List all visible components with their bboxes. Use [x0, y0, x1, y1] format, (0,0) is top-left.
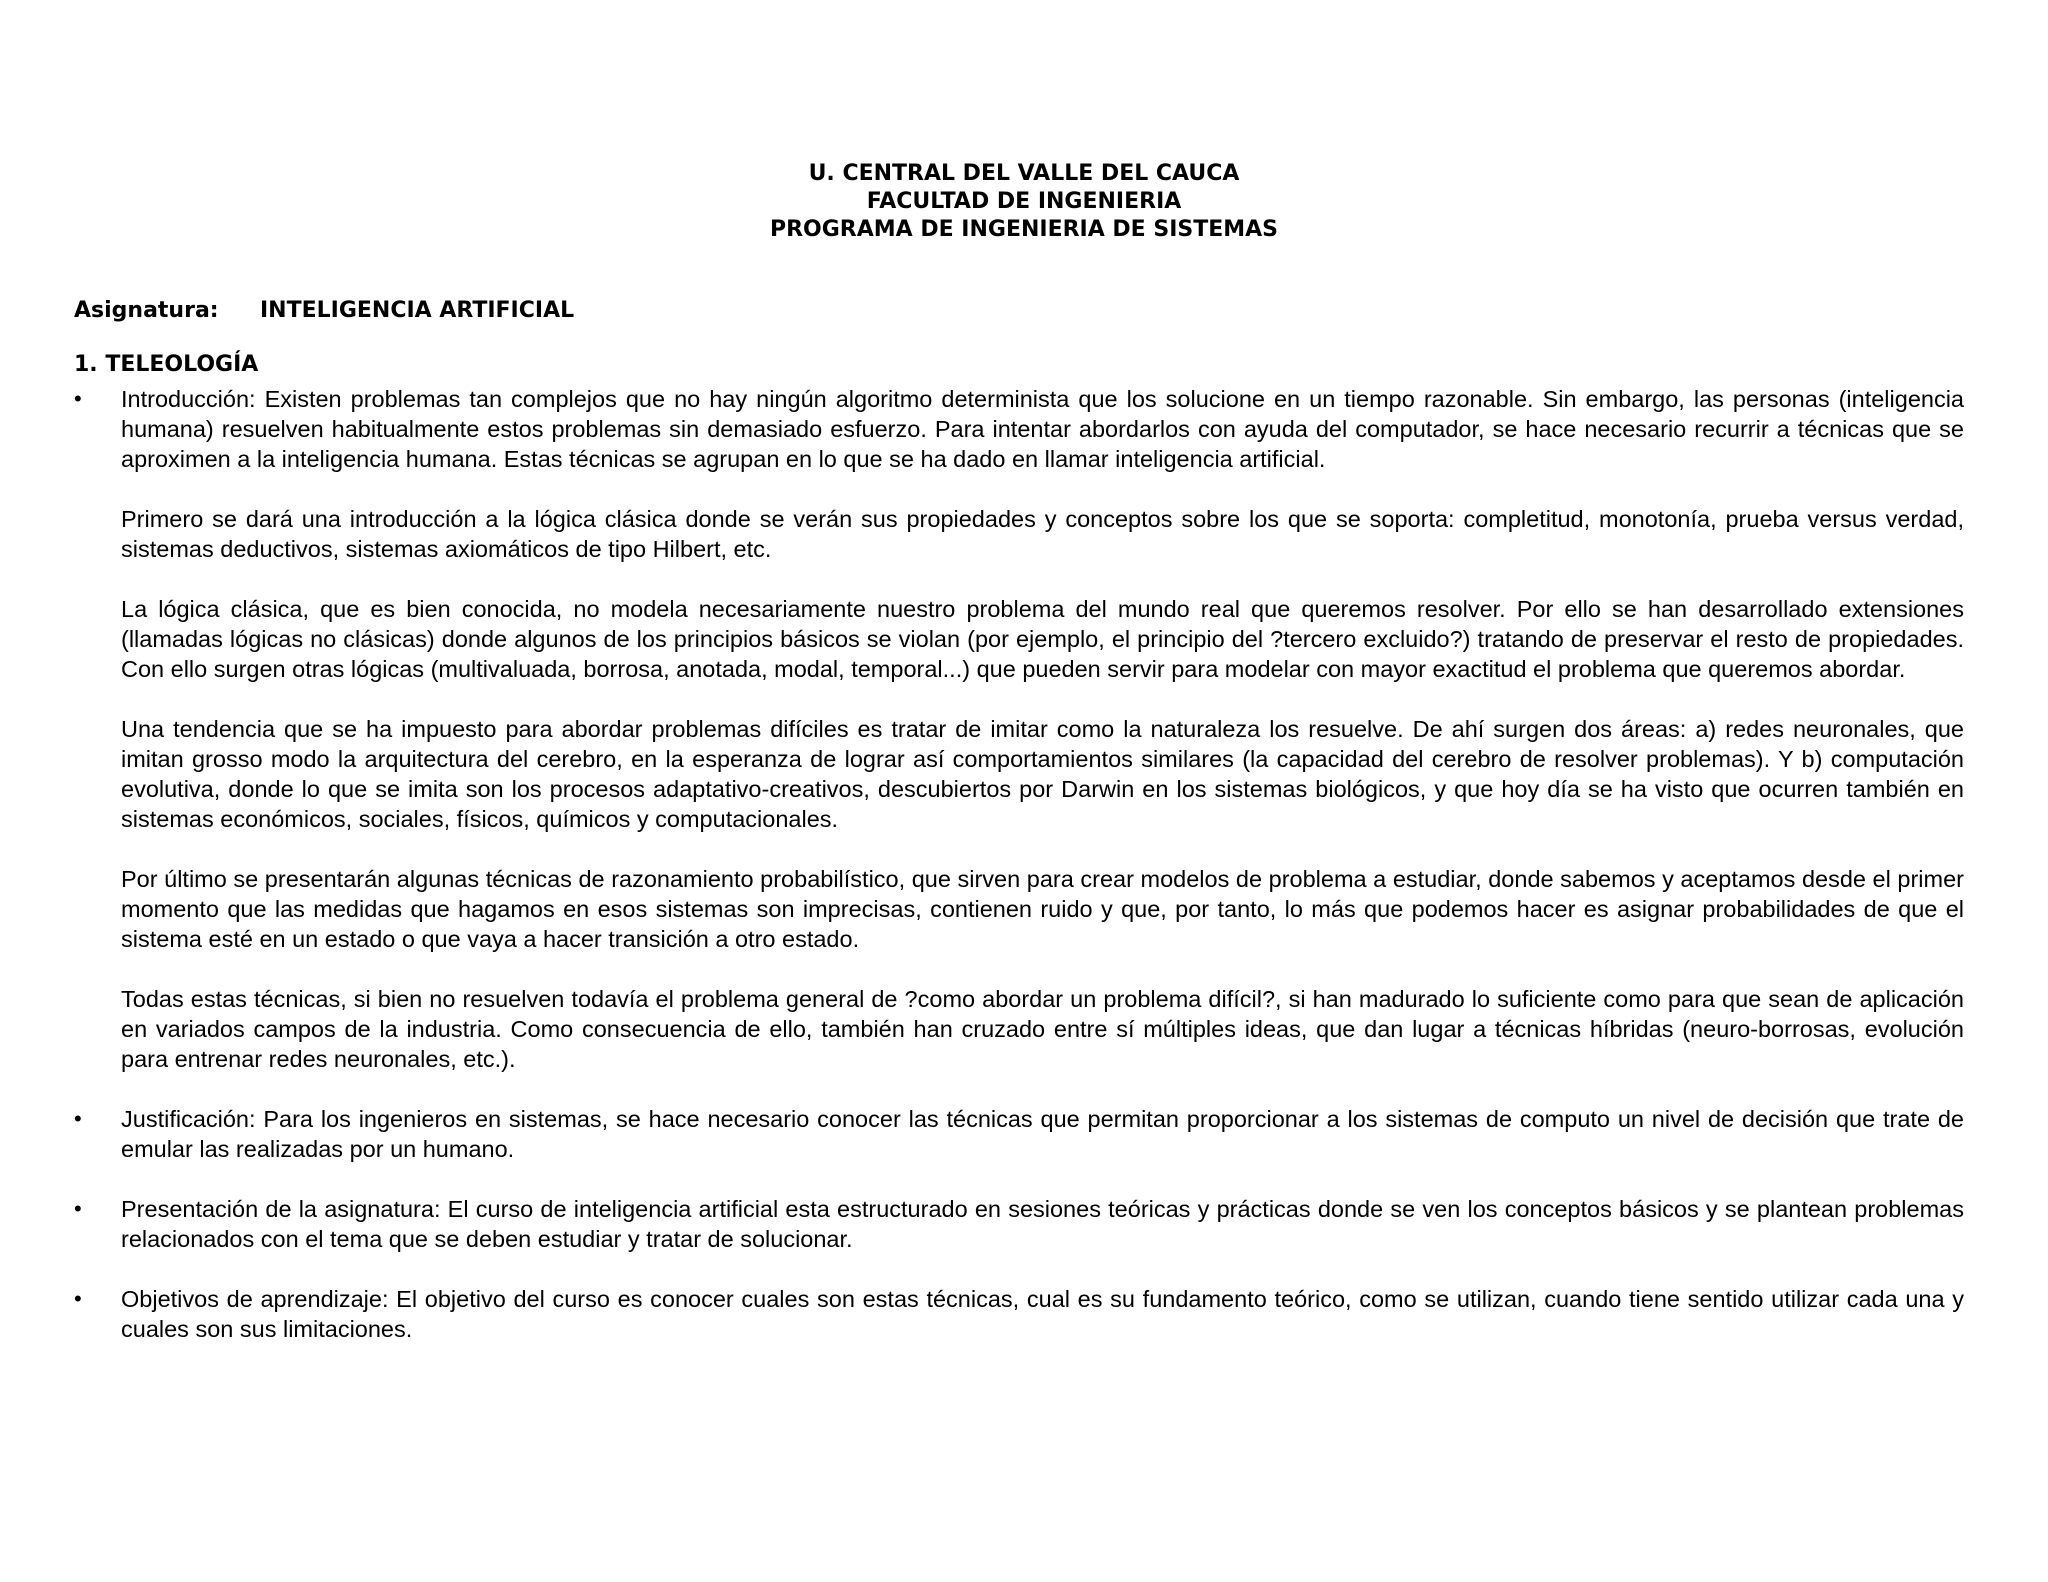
bullet-marker: • — [74, 386, 82, 411]
document-header — [0, 160, 2048, 244]
bullet-justificacion — [74, 1104, 1964, 1164]
subject-value: INTELIGENCIA ARTIFICIAL — [260, 298, 575, 323]
program-name: PROGRAMA DE INGENIERIA DE SISTEMAS — [769, 217, 1279, 242]
objetivos-paragraph: Objetivos de aprendizaje: El objetivo del curso es conocer cuales son estas técnicas, cual es su fundamento teórico, como se utilizan, cuando tiene sentido utilizar cada una y cuales son sus limitaciones. — [121, 1286, 1964, 1342]
faculty-name: FACULTAD DE INGENIERIA — [866, 189, 1182, 214]
section-content — [74, 384, 1964, 1374]
bullet-introduccion — [74, 384, 1964, 1074]
justificacion-paragraph: Justificación: Para los ingenieros en sistemas, se hace necesario conocer las técnicas que permitan proporcionar a los sistemas de computo un nivel de decisión que trate de emular las realizadas por un humano. — [121, 1106, 1964, 1162]
intro-paragraph: Introducción: Existen problemas tan complejos que no hay ningún algoritmo determinista que los solucione en un tiempo razonable. Sin embargo, las personas (inteligencia humana) resuelven habitualmente estos problemas sin demasiado esfuerzo. Para intentar abordarlos con ayuda del computador, se hace necesario recurrir a técnicas que se aproximen a la inteligencia humana. Estas técnicas se agrupan en lo que se ha dado en llamar inteligencia artificial. — [121, 386, 1964, 472]
presentacion-paragraph: Presentación de la asignatura: El curso de inteligencia artificial esta estructurado en sesiones teóricas y prácticas donde se ven los conceptos básicos y se plantean problemas relacionados con el tema que se deben estudiar y tratar de solucionar. — [121, 1196, 1964, 1252]
tecnicas-hibridas-paragraph: Todas estas técnicas, si bien no resuelven todavía el problema general de ?como abordar un problema difícil?, si han madurado lo suficiente como para que sean de aplicación en variados campos de la industria. Como consecuencia de ello, también han cruzado entre sí múltiples ideas, que dan lugar a técnicas híbridas (neuro-borrosas, evolución para entrenar redes neuronales, etc.). — [121, 986, 1964, 1072]
university-name: U. CENTRAL DEL VALLE DEL CAUCA — [808, 161, 1240, 186]
bullet-marker: • — [74, 1286, 82, 1311]
redes-neuronales-paragraph: Una tendencia que se ha impuesto para abordar problemas difíciles es tratar de imitar como la naturaleza los resuelve. De ahí surgen dos áreas: a) redes neuronales, que imitan grosso modo la arquitectura del cerebro, en la esperanza de lograr así comportamientos similares (la capacidad del cerebro de resolver problemas). Y b) computación evolutiva, donde lo que se imita son los procesos adaptativo-creativos, descubiertos por Darwin en los sistemas biológicos, y que hoy día se ha visto que ocurren también en sistemas económicos, sociales, físicos, químicos y computacionales. — [121, 716, 1964, 832]
subject-line — [74, 297, 574, 325]
section-title: 1. TELEOLOGÍA — [74, 352, 259, 377]
bullet-presentacion — [74, 1194, 1964, 1254]
bullet-marker: • — [74, 1196, 82, 1221]
bullet-objetivos — [74, 1284, 1964, 1344]
razonamiento-probabilistico-paragraph: Por último se presentarán algunas técnicas de razonamiento probabilístico, que sirven para crear modelos de problema a estudiar, donde sabemos y aceptamos desde el primer momento que las medidas que hagamos en esos sistemas son imprecisas, contienen ruido y que, por tanto, lo más que podemos hacer es asignar probabilidades de que el sistema esté en un estado o que vaya a hacer transición a otro estado. — [121, 866, 1964, 952]
logica-clasica-paragraph: Primero se dará una introducción a la lógica clásica donde se verán sus propiedades y conceptos sobre los que se soporta: completitud, monotonía, prueba versus verdad, sistemas deductivos, sistemas axiomáticos de tipo Hilbert, etc. — [121, 506, 1964, 562]
bullet-marker: • — [74, 1106, 82, 1131]
logicas-no-clasicas-paragraph: La lógica clásica, que es bien conocida, no modela necesariamente nuestro problema del mundo real que queremos resolver. Por ello se han desarrollado extensiones (llamadas lógicas no clásicas) donde algunos de los principios básicos se violan (por ejemplo, el principio del ?tercero excluido?) tratando de preservar el resto de propiedades. Con ello surgen otras lógicas (multivaluada, borrosa, anotada, modal, temporal...) que pueden servir para modelar con mayor exactitud el problema que queremos abordar. — [121, 596, 1964, 682]
subject-label: Asignatura: — [74, 298, 219, 323]
